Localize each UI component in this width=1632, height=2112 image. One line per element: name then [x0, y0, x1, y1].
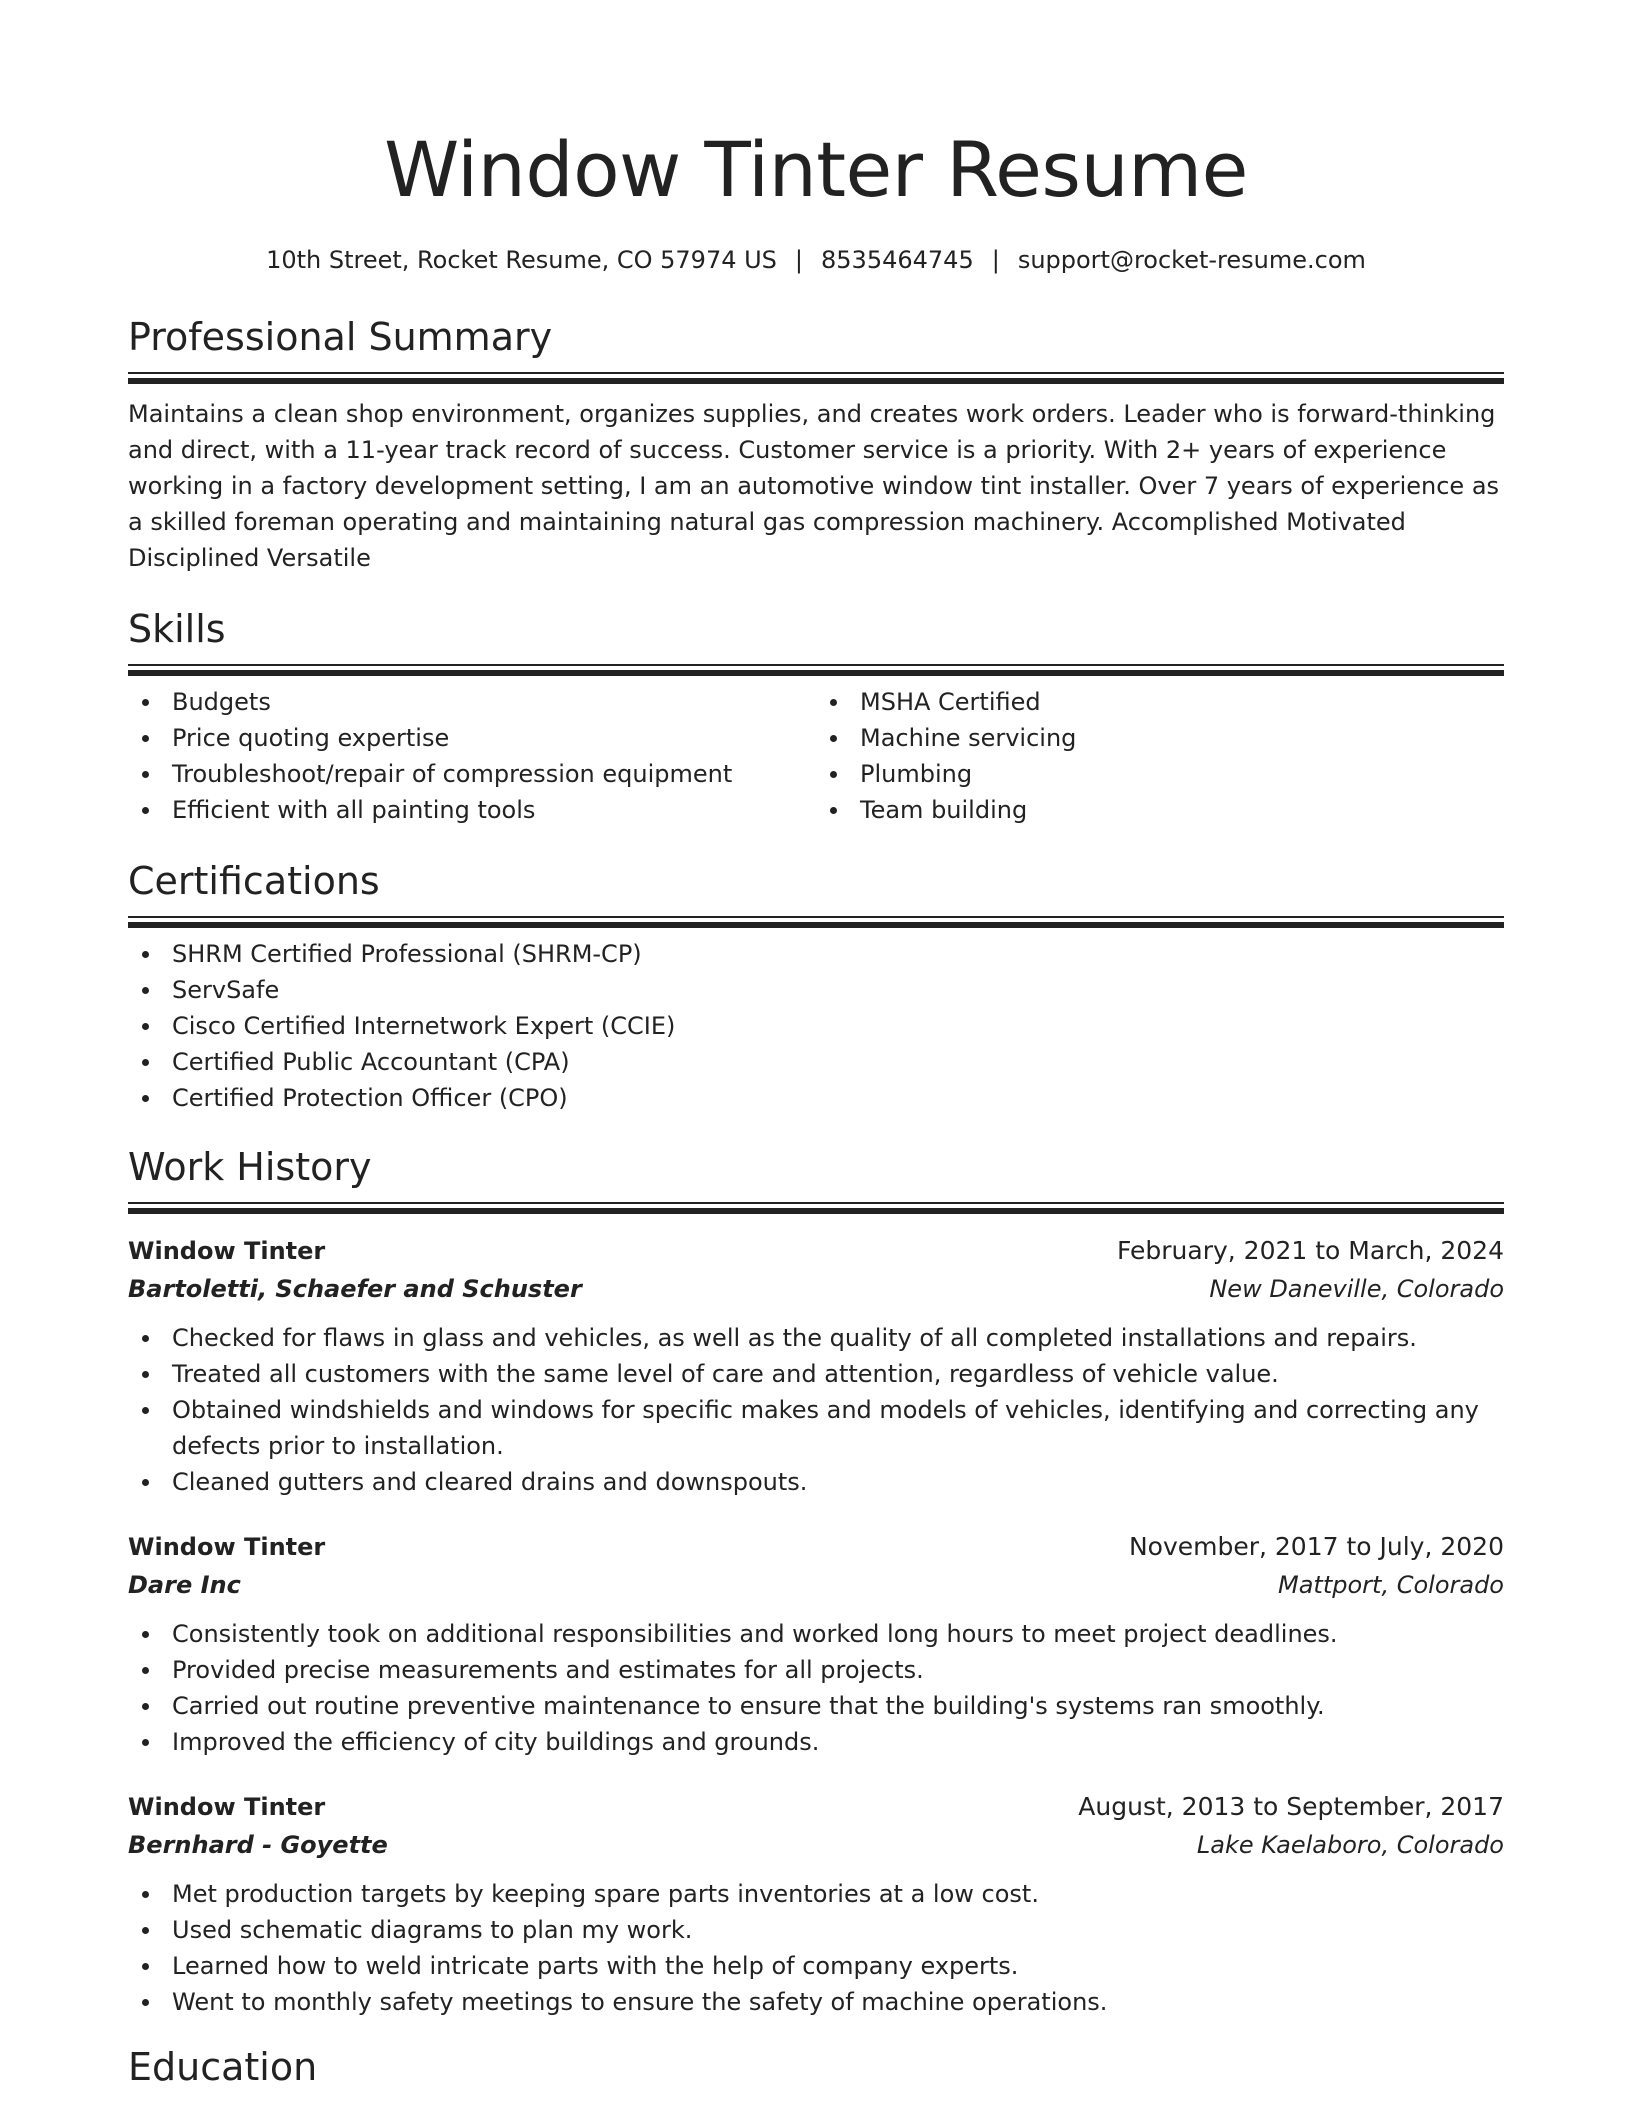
job-duty: Treated all customers with the same level of care and attention, regardless of vehicle value.	[128, 1356, 1504, 1392]
skill-item: MSHA Certified	[816, 684, 1504, 720]
job-duty: Provided precise measurements and estimates for all projects.	[128, 1652, 1504, 1688]
section-divider	[128, 1202, 1504, 1216]
job-duty: Met production targets by keeping spare parts inventories at a low cost.	[128, 1876, 1504, 1912]
job-duty: Improved the efficiency of city buildings and grounds.	[128, 1724, 1504, 1760]
skills-heading: Skills	[128, 607, 226, 651]
job-dates: February, 2021 to March, 2024	[1116, 1236, 1504, 1265]
job-duty: Went to monthly safety meetings to ensure the safety of machine operations.	[128, 1984, 1504, 2020]
skills-list-right	[816, 684, 1504, 828]
section-divider	[128, 372, 1504, 386]
skill-item: Efficient with all painting tools	[128, 792, 816, 828]
skill-item: Team building	[816, 792, 1504, 828]
job-duty: Checked for flaws in glass and vehicles, as well as the quality of all completed installations and repairs.	[128, 1320, 1504, 1356]
certification-item: SHRM Certified Professional (SHRM-CP)	[128, 936, 1504, 972]
certification-item: ServSafe	[128, 972, 1504, 1008]
job-company-row	[128, 1826, 1504, 1864]
job-title: Window Tinter	[128, 1237, 326, 1265]
job-duty: Cleaned gutters and cleared drains and downspouts.	[128, 1464, 1504, 1500]
work-history-section	[128, 1144, 1504, 2020]
contact-line	[128, 244, 1504, 276]
skill-item: Budgets	[128, 684, 816, 720]
job-duties-list	[128, 1616, 1504, 1760]
certifications-section	[128, 858, 1504, 1116]
certification-item: Certified Public Accountant (CPA)	[128, 1044, 1504, 1080]
resume-title: Window Tinter Resume	[384, 125, 1248, 214]
job-duties-list	[128, 1876, 1504, 2020]
job-title: Window Tinter	[128, 1793, 326, 1821]
contact-separator: |	[991, 246, 1000, 274]
certification-item: Cisco Certified Internetwork Expert (CCIE)	[128, 1008, 1504, 1044]
education-section	[128, 2044, 1504, 2090]
education-heading: Education	[128, 2045, 318, 2089]
work-history-heading: Work History	[128, 1145, 372, 1189]
section-divider	[128, 664, 1504, 678]
skill-item: Plumbing	[816, 756, 1504, 792]
summary-section	[128, 314, 1504, 576]
summary-heading: Professional Summary	[128, 315, 553, 359]
skills-grid	[128, 684, 1504, 828]
skill-item: Machine servicing	[816, 720, 1504, 756]
job-header-row	[128, 1528, 1504, 1566]
section-divider	[128, 916, 1504, 930]
job-entry	[128, 1788, 1504, 2020]
contact-email: support@rocket-resume.com	[1017, 246, 1366, 274]
job-duty: Obtained windshields and windows for specific makes and models of vehicles, identifying and correcting any defects prior to installation.	[128, 1392, 1504, 1464]
contact-separator: |	[794, 246, 804, 274]
job-title: Window Tinter	[128, 1533, 326, 1561]
job-dates: November, 2017 to July, 2020	[1128, 1532, 1504, 1561]
job-company: Dare Inc	[128, 1571, 241, 1599]
job-header-row	[128, 1232, 1504, 1270]
skill-item: Troubleshoot/repair of compression equipment	[128, 756, 816, 792]
job-company-row	[128, 1566, 1504, 1604]
certifications-list	[128, 936, 1504, 1116]
skills-list-left	[128, 684, 816, 828]
job-dates: August, 2013 to September, 2017	[1078, 1792, 1504, 1821]
certification-item: Certified Protection Officer (CPO)	[128, 1080, 1504, 1116]
skill-item: Price quoting expertise	[128, 720, 816, 756]
job-entry	[128, 1528, 1504, 1760]
job-location: Lake Kaelaboro, Colorado	[1196, 1831, 1504, 1859]
job-location: New Daneville, Colorado	[1209, 1275, 1504, 1303]
job-company: Bernhard - Goyette	[128, 1831, 388, 1859]
job-entry	[128, 1232, 1504, 1500]
job-duty: Consistently took on additional responsibilities and worked long hours to meet project deadlines.	[128, 1616, 1504, 1652]
job-duties-list	[128, 1320, 1504, 1500]
job-duty: Learned how to weld intricate parts with the help of company experts.	[128, 1948, 1504, 1984]
job-company: Bartoletti, Schaefer and Schuster	[128, 1275, 582, 1303]
job-company-row	[128, 1270, 1504, 1308]
job-duty: Carried out routine preventive maintenance to ensure that the building's systems ran smoothly.	[128, 1688, 1504, 1724]
job-header-row	[128, 1788, 1504, 1826]
skills-section	[128, 606, 1504, 828]
job-location: Mattport, Colorado	[1278, 1571, 1504, 1599]
certifications-heading: Certifications	[128, 859, 380, 903]
contact-phone: 8535464745	[821, 246, 974, 274]
contact-address: 10th Street, Rocket Resume, CO 57974 US	[266, 246, 777, 274]
job-duty: Used schematic diagrams to plan my work.	[128, 1912, 1504, 1948]
summary-text: Maintains a clean shop environment, organizes supplies, and creates work orders. Leader who is forward-thinking and direct, with a 11-year track record of success. Customer service is a priority. With 2+ years of experience working in a factory development setting, I am an automotive window tint installer. Over 7 years of experience as a skilled foreman operating and maintaining natural gas compression machinery. Accomplished Motivated Disciplined Versatile	[128, 400, 1500, 572]
